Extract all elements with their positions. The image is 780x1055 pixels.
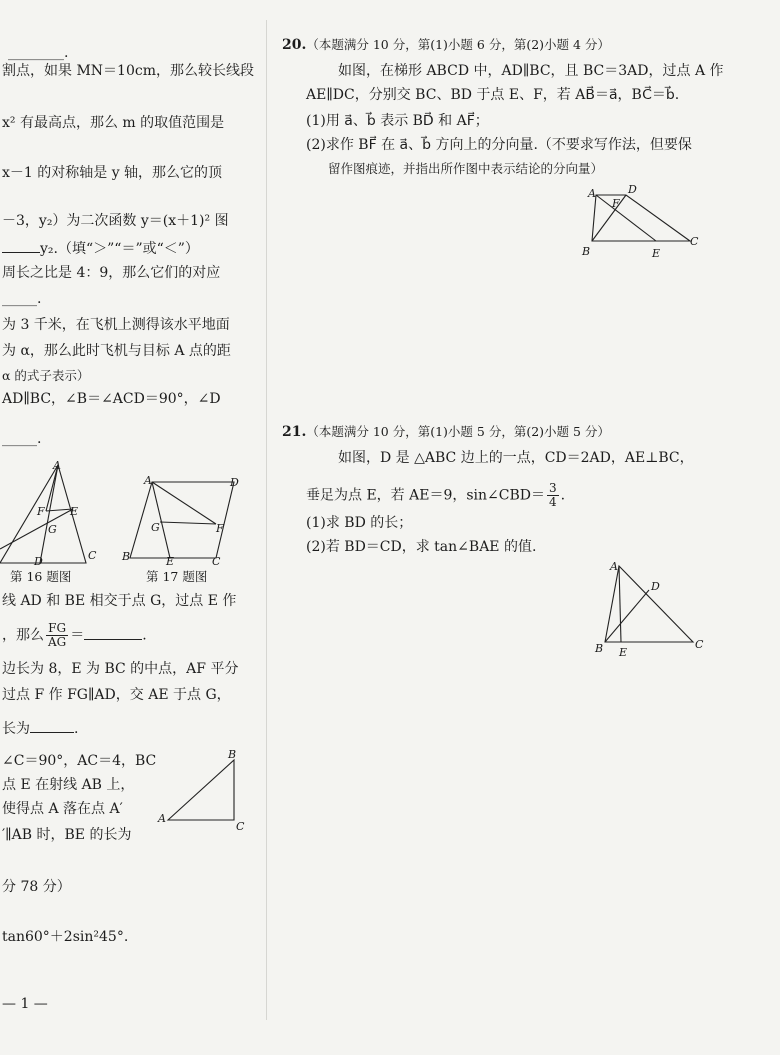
left-line-23: 分 78 分） (2, 879, 71, 895)
q21-figure (595, 560, 705, 660)
svg-text:B: B (595, 642, 604, 655)
left-line-11: α 的式子表示） (2, 368, 90, 383)
svg-text:D: D (651, 580, 660, 593)
q20-part-2: (2)求作 BF⃗ 在 a⃗、b⃗ 方向上的分向量.（不要求写作法，但要保 (306, 137, 692, 153)
left-line-3: x² 有最高点，那么 m 的取值范围是 (2, 115, 225, 131)
figure-17 (122, 470, 245, 568)
svg-text:E: E (166, 555, 175, 568)
q20-number: 20. (282, 37, 307, 53)
svg-text:G: G (48, 523, 57, 536)
svg-text:E: E (70, 505, 79, 518)
svg-text:F: F (216, 522, 224, 535)
q20-figure (580, 185, 700, 260)
left-line-16: 边长为 8，E 为 BC 的中点，AF 平分 (2, 661, 239, 677)
left-line-9: 为 3 千米，在飞机上测得该水平地面 (2, 317, 230, 333)
left-line-8: _____. (2, 291, 42, 307)
left-line-20: 点 E 在射线 AB 上， (2, 777, 135, 793)
answer-blank[interactable] (2, 238, 40, 253)
svg-text:D: D (230, 476, 239, 489)
q21-text-1: 如图，D 是 △ABC 边上的一点，CD＝2AD，AE⊥BC， (338, 450, 694, 466)
left-line-14: 线 AD 和 BE 相交于点 G，过点 E 作 (2, 593, 237, 609)
svg-text:E: E (652, 247, 661, 260)
answer-blank[interactable] (84, 625, 142, 640)
figure-16 (0, 455, 110, 570)
left-line-22: ′∥AB 时，BE 的长为 (2, 827, 132, 843)
left-line-17: 过点 F 作 FG∥AD，交 AE 于点 G， (2, 687, 231, 703)
left-line-15: ，那么 $\frac{FG}{AG}$ ＝ . (2, 621, 147, 649)
left-line-7: 周长之比是 4：9，那么它们的对应 (2, 265, 221, 281)
left-line-12: AD∥BC，∠B＝∠ACD＝90°，∠D (2, 391, 221, 407)
svg-text:C: C (212, 555, 221, 568)
svg-text:C: C (236, 820, 245, 833)
q20-part-1: (1)用 a⃗、b⃗ 表示 BD⃗ 和 AF⃗； (306, 113, 489, 129)
q21-part-1: (1)求 BD 的长； (306, 515, 413, 531)
svg-text:F: F (37, 505, 45, 518)
svg-text:A: A (144, 474, 152, 487)
q21-text-2: 垂足为点 E，若 AE＝9，sin∠CBD＝ $\frac{3}{4}$ . (306, 481, 566, 509)
svg-text:F: F (612, 197, 620, 210)
q20-part-2-note: 留作图痕迹，并指出所作图中表示结论的分向量） (328, 161, 604, 176)
svg-text:C: C (695, 638, 704, 651)
page-number: — 1 — (2, 996, 48, 1012)
svg-text:B: B (228, 748, 237, 761)
svg-text:G: G (151, 521, 160, 534)
svg-text:A: A (53, 459, 61, 472)
left-line-18: 长为 . (2, 718, 78, 738)
svg-text:D: D (628, 183, 637, 196)
q20-heading: 20.（本题满分 10 分，第(1)小题 6 分，第(2)小题 4 分） (282, 37, 610, 53)
answer-blank[interactable] (30, 718, 74, 733)
q20-text-2: AE∥DC，分别交 BC、BD 于点 E、F，若 AB⃗＝a⃗，BC⃗＝b⃗. (306, 87, 680, 103)
svg-text:B: B (122, 550, 131, 563)
left-line-4: x－1 的对称轴是 y 轴，那么它的顶 (2, 165, 223, 181)
svg-text:A: A (158, 812, 166, 825)
left-line-24: tan60°＋2sin²45°. (2, 929, 129, 945)
left-line-6: y₂.（填“＞”“＝”或“＜”） (2, 238, 199, 258)
left-line-19: ∠C＝90°，AC＝4，BC (2, 753, 157, 769)
svg-text:D: D (34, 555, 43, 568)
left-line-2: 割点，如果 MN＝10cm，那么较长线段 (2, 63, 254, 79)
left-line-5: －3，y₂）为二次函数 y＝(x＋1)² 图 (2, 213, 229, 229)
q21-part-2: (2)若 BD＝CD，求 tan∠BAE 的值. (306, 539, 537, 555)
figure-right-triangle (158, 748, 252, 833)
svg-text:B: B (582, 245, 591, 258)
svg-text:C: C (88, 549, 97, 562)
q20-text-1: 如图，在梯形 ABCD 中，AD∥BC，且 BC＝3AD，过点 A 作 (338, 63, 724, 79)
figure-16-caption: 第 16 题图 (10, 569, 72, 584)
column-divider (266, 20, 267, 1020)
left-line-10: 为 α，那么此时飞机与目标 A 点的距 (2, 343, 231, 359)
svg-text:E: E (619, 646, 628, 659)
figure-17-caption: 第 17 题图 (146, 569, 208, 584)
q21-number: 21. (282, 424, 307, 440)
left-line-21: 使得点 A 落在点 A′ (2, 801, 123, 817)
svg-text:A: A (588, 187, 596, 200)
svg-text:C: C (690, 235, 699, 248)
svg-text:A: A (610, 560, 618, 573)
left-line-1: ________. (8, 45, 69, 61)
q21-heading: 21.（本题满分 10 分，第(1)小题 5 分，第(2)小题 5 分） (282, 424, 610, 440)
left-line-13: _____. (2, 431, 42, 447)
